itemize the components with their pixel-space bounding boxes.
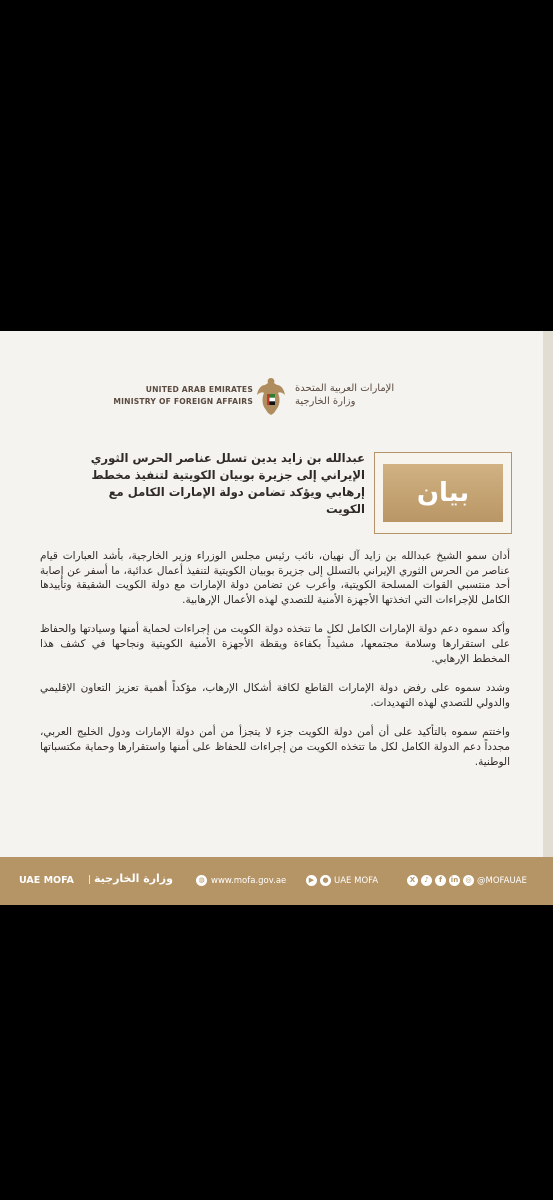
footer-brand-ar: وزارة الخارجية <box>94 872 173 885</box>
ministry-en-line2: MINISTRY OF FOREIGN AFFAIRS <box>113 397 253 406</box>
statement-title: عبدالله بن زايد يدين تسلل عناصر الحرس الثوري الإيراني إلى جزيرة بوبيان الكويتية لتنفيذ مخطط إرهابي ويؤكد تضامن دولة الإمارات الكامل مع الكويت <box>90 451 365 516</box>
footer-bar <box>0 857 553 905</box>
paragraph: واختتم سموه بالتأكيد على أن أمن دولة الكويت جزء لا يتجزأ من أمن دولة الإمارات ودول الخليج العربي، مجدداً دعم الدولة الكامل لكل ما تتخذه الكويت من إجراءات للحفاظ على أمنها واستقرارها وحماية مكتسباتها الوطنية. <box>40 726 510 768</box>
ministry-en-line1: UNITED ARAB EMIRATES <box>145 385 253 394</box>
facebook-icon: f <box>435 875 446 886</box>
social-handle: @MOFAUAE <box>477 875 527 886</box>
paragraph: وأكد سموه دعم دولة الإمارات الكامل لكل ما تتخذه دولة الكويت من إجراءات لحماية أمنها وسيادتها والحفاظ على استقرارها وسلامة مجتمعها، مشيداً بكفاءة ويقظة الأجهزة الأمنية الكويتية ونجاحها في كشف هذا المخطط الإرهابي. <box>40 623 510 665</box>
website-text: www.mofa.gov.ae <box>211 875 287 886</box>
youtube-icon: ▶ <box>306 875 317 886</box>
paragraph: وشدد سموه على رفض دولة الإمارات القاطع لكافة أشكال الإرهاب، مؤكداً أهمية تعزيز التعاون الإقليمي والدولي للتصدي لهذه التهديدات. <box>40 682 510 709</box>
ministry-name-arabic <box>295 382 435 408</box>
paragraph: أدان سمو الشيخ عبدالله بن زايد آل نهيان، نائب رئيس مجلس الوزراء وزير الخارجية، بأشد العبارات قيام عناصر من الحرس الثوري الإيراني بالتسلل إلى جزيرة بوبيان الكويتية لتنفيذ أعمال عدائية، ما أسفر عن إصابة أحد منتسبي القوات المسلحة الكويتية، وأعرب عن تضامن دولة الإمارات مع دولة الكويت الشقيقة وتأييدها الكامل للإجراءات التي اتخذتها الأجهزة الأمنية للتصدي لهذه الأعمال الإرهابية. <box>40 550 510 606</box>
footer-separator: | <box>88 875 91 885</box>
footer-website-link[interactable] <box>196 875 286 886</box>
tiktok-icon: ♪ <box>421 875 432 886</box>
x-icon: X <box>407 875 418 886</box>
footer-video-links[interactable] <box>306 875 378 886</box>
footer-social-links[interactable] <box>407 875 527 886</box>
statement-body <box>40 549 510 784</box>
linkedin-icon: in <box>450 876 459 884</box>
youtube-text: UAE MOFA <box>334 875 379 886</box>
ministry-name-english <box>113 384 253 408</box>
footer-brand-en: UAE MOFA <box>19 875 74 886</box>
side-strip <box>543 331 553 905</box>
falcon-emblem-icon <box>255 375 287 417</box>
badge-fill <box>383 464 503 522</box>
ministry-ar-line2: وزارة الخارجية <box>295 396 356 407</box>
statement-badge <box>374 452 512 534</box>
statement-card <box>0 331 553 905</box>
ministry-ar-line1: الإمارات العربية المتحدة <box>295 383 395 394</box>
badge-label: بيان <box>416 478 470 508</box>
globe-icon: ◍ <box>196 875 207 886</box>
instagram-icon: ◎ <box>463 875 474 886</box>
video-icon: ● <box>320 875 331 886</box>
